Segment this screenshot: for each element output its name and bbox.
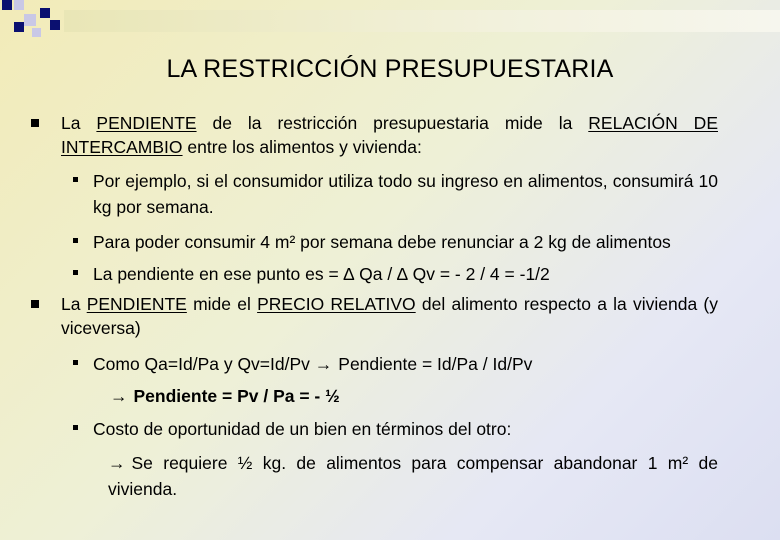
- small-square-bullet-icon: [73, 177, 78, 182]
- text: mide el: [186, 294, 258, 314]
- square-bullet-icon: [31, 119, 39, 127]
- sub-bullet-text: La pendiente en ese punto es = ∆ Qa / ∆ Qv = - 2 / 4 = -1/2: [93, 264, 550, 284]
- square-bullet-icon: [31, 300, 39, 308]
- sub-bullet: [93, 229, 718, 255]
- arrow-right-icon: →: [314, 354, 333, 374]
- bullet-pendiente-precio: [61, 292, 718, 340]
- sub-bullet: [93, 261, 718, 287]
- sub-bullet-text: Pendiente = Id/Pa / Id/Pv: [338, 354, 533, 374]
- opportunity-cost-text: Se requiere ½ kg. de alimentos para compensar abandonar 1 m² de vivienda.: [108, 453, 718, 499]
- text: La: [61, 113, 97, 133]
- deco-square-light: [24, 14, 36, 26]
- opportunity-cost-note: [108, 450, 718, 502]
- deco-square-dark: [2, 0, 12, 10]
- sub-bullet: [93, 351, 718, 377]
- sub-bullet-text: Costo de oportunidad de un bien en términos del otro:: [93, 419, 512, 439]
- arrow-right-icon: →: [108, 453, 126, 473]
- small-square-bullet-icon: [73, 360, 78, 365]
- deco-square-light: [14, 0, 24, 10]
- text: del alimento respecto a la vivienda (y viceversa): [61, 294, 719, 338]
- deco-square-dark: [40, 8, 50, 18]
- text: entre los alimentos y vivienda:: [182, 137, 422, 157]
- deco-square-light: [32, 28, 41, 37]
- bullet-pendiente-relacion: [61, 111, 718, 159]
- sub-bullet-text: Por ejemplo, si el consumidor utiliza todo su ingreso en alimentos, consumirá 10 kg por semana.: [93, 171, 718, 217]
- header-bar: [64, 10, 780, 32]
- underlined-term: PENDIENTE: [86, 294, 187, 314]
- arrow-right-icon: →: [110, 386, 128, 406]
- deco-square-dark: [50, 20, 60, 30]
- deco-square-dark: [14, 22, 24, 32]
- sub-bullet: [93, 168, 718, 220]
- sub-bullet-text: Para poder consumir 4 m² por semana debe renunciar a 2 kg de alimentos: [93, 232, 671, 252]
- small-square-bullet-icon: [73, 425, 78, 430]
- derived-slope-text: Pendiente = Pv / Pa = - ½: [133, 386, 340, 406]
- text: de la restricción presupuestaria mide la: [196, 113, 589, 133]
- sub-bullet: [93, 416, 718, 442]
- text: La: [61, 294, 87, 314]
- small-square-bullet-icon: [73, 270, 78, 275]
- underlined-term: RELACIÓN DE INTERCAMBIO: [61, 113, 718, 157]
- underlined-term: PRECIO RELATIVO: [257, 294, 416, 314]
- underlined-term: PENDIENTE: [96, 113, 197, 133]
- derived-slope: [110, 383, 340, 409]
- sub-bullet-text: Como Qa=Id/Pa y Qv=Id/Pv: [93, 354, 310, 374]
- header-decoration: [0, 0, 780, 40]
- small-square-bullet-icon: [73, 238, 78, 243]
- slide-title: LA RESTRICCIÓN PRESUPUESTARIA: [166, 55, 614, 83]
